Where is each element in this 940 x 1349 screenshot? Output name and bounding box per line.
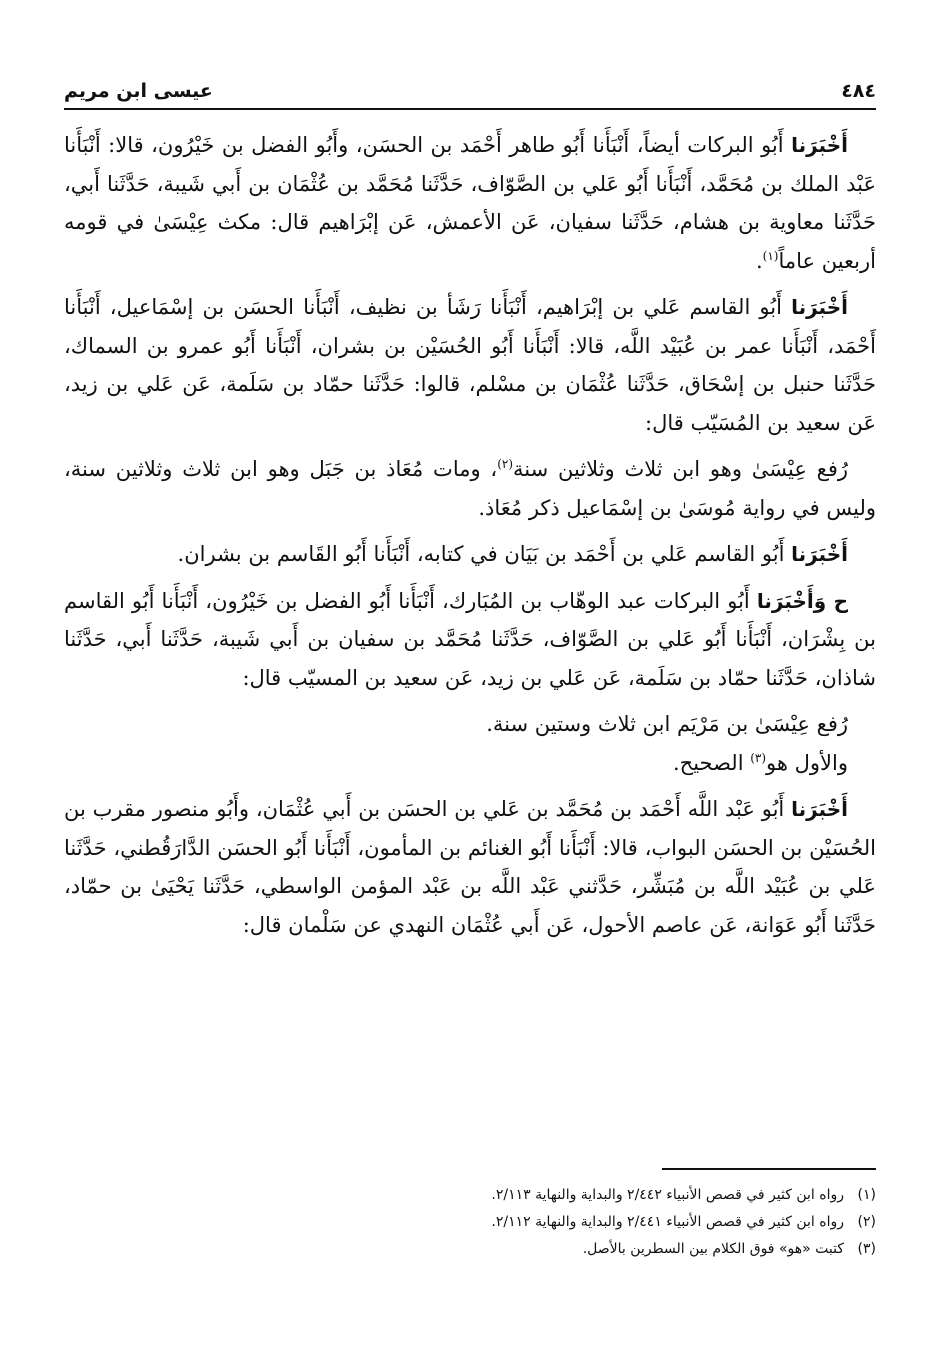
footnote-ref-1: (١)	[762, 248, 779, 263]
hadith-lead-word: ح وَأَخْبَرَنا	[756, 588, 849, 613]
paragraph-8	[64, 790, 876, 944]
footnote-text: كتبت «هو» فوق الكلام بين السطرين بالأصل.	[582, 1241, 844, 1257]
footnote-number: (١)	[857, 1187, 876, 1203]
paragraph-5	[64, 582, 876, 698]
footnotes	[64, 1182, 876, 1263]
hadith-lead-word: أَخْبَرَنا	[791, 797, 848, 821]
paragraph-4	[64, 535, 876, 574]
paragraph-6	[64, 705, 876, 744]
book-page	[64, 80, 876, 952]
paragraph-text: أَبُو عَبْد اللَّه أَحْمَد بن مُحَمَّد بن عَلي بن الحسَن بن أَبي عُثْمَان، وأَبُو منصور مقرب بن الحُسَيْن بن الحسَن البواب، قالا: أَنْبَأَنا أَبُو الغنائم بن المأمون، أَنْبَأَنا أَبُو الحسَن الدَّارَقُطني، حَدَّثَنا عَلي بن عُبَيْد اللَّه بن مُبَشِّر، حَدَّثني عَبْد اللَّه بن عَبْد المؤمن الواسطي، حَدَّثَنا يَحْيَىٰ بن حمّاد، حَدَّثَنا أَبُو عَوَانة، عَن عاصم الأحول، عَن أَبي عُثْمَان النهدي عن سَلْمان قال:	[64, 797, 876, 937]
footnote-1	[64, 1182, 876, 1209]
paragraph-tail: الصحيح.	[672, 750, 751, 775]
footnote-divider	[662, 1168, 876, 1170]
main-text	[64, 126, 876, 944]
footnote-number: (٢)	[857, 1214, 876, 1230]
paragraph-text: أَبُو القاسم عَلي بن إبْرَاهيم، أَنْبَأَنا رَشَأ بن نظيف، أَنْبَأَنا الحسَن بن إسْمَاعيل، أَنْبَأَنا أَحْمَد، أَنْبَأَنا عمر بن عُبَيْد اللَّه، قالا: أَنْبَأَنا أَبُو الحُسَيْن بن بشران، أَنْبَأَنا أَبُو عمرو بن السماك، حَدَّثَنا حنبل بن إسْحَاق، حَدَّثَنا عُثْمَان بن مسْلم، قالوا: حَدَّثَنا حمّاد بن سَلَمة، عَن عَلي بن زيد، عَن سعيد بن المُسَيّب قال:	[64, 295, 876, 435]
paragraph-text: رُفع عِيْسَىٰ بن مَرْيَم ابن ثلاث وستين سنة.	[486, 712, 848, 736]
hadith-lead-word: أَخْبَرَنا	[791, 542, 848, 566]
paragraph-tail: ، ومات مُعَاذ بن جَبَل وهو ابن ثلاث وثلاثين سنة، وليس في رواية مُوسَىٰ بن إسْمَاعيل ذكر مُعَاذ.	[64, 457, 876, 520]
paragraph-1	[64, 126, 876, 280]
page-number: ٤٨٤	[841, 80, 876, 102]
footnote-text: رواه ابن كثير في قصص الأنبياء ٢/٤٤٢ والبداية والنهاية ٢/١١٣.	[491, 1187, 844, 1203]
paragraph-text: رُفع عِيْسَىٰ وهو ابن ثلاث وثلاثين سنة	[513, 457, 849, 481]
paragraph-text: والأول هو	[766, 750, 848, 775]
footnote-ref-3: (٣)	[750, 750, 767, 765]
paragraph-2	[64, 288, 876, 442]
paragraph-tail: .	[755, 248, 763, 273]
paragraph-3	[64, 450, 876, 527]
paragraph-text: أَبُو البركات أيضاً، أَنْبَأَنا أَبُو طاهر أَحْمَد بن الحسَن، وأَبُو الفضل بن خَيْرُون، قالا: أَنْبَأَنا عَبْد الملك بن مُحَمَّد، أَنْبَأَنا أَبُو عَلي بن الصَّوّاف، حَدَّثَنا مُحَمَّد بن عُثْمَان بن أَبي شَيبة، حَدَّثَنا أَبي، حَدَّثَنا معاوية بن هشام، حَدَّثَنا سفيان، عَن الأعمش، عَن إبْرَاهيم قال: مكث عِيْسَىٰ في قومه أربعين عاماً	[64, 133, 876, 273]
paragraph-text: أَبُو القاسم عَلي بن أَحْمَد بن بَيَان في كتابه، أَنْبَأَنا أَبُو القَاسم بن بشران.	[177, 542, 792, 566]
footnote-ref-2: (٢)	[497, 457, 514, 471]
running-header	[64, 80, 876, 110]
paragraph-text: أَبُو البركات عبد الوهّاب بن المُبَارك، أَنْبَأَنا أَبُو الفضل بن خَيْرُون، أَنْبَأَنا أَبُو القاسم بن بِشْرَان، أَنْبَأَنا أَبُو عَلي بن الصَّوّاف، حَدَّثَنا مُحَمَّد بن سفيان بن أَبي شَيبة، حَدَّثَنا أَبي، حَدَّثَنا شاذان، حَدَّثَنا حمّاد بن سَلَمة، عَن عَلي بن زيد، عَن سعيد بن المسيّب قال:	[64, 588, 876, 690]
footnote-3	[64, 1236, 876, 1263]
hadith-lead-word: أَخْبَرَنا	[791, 295, 848, 319]
footnote-2	[64, 1209, 876, 1236]
hadith-lead-word: أَخْبَرَنا	[791, 133, 848, 157]
paragraph-7	[64, 744, 876, 783]
footnote-number: (٣)	[857, 1241, 876, 1257]
chapter-title: عيسى ابن مريم	[64, 80, 213, 102]
footnote-text: رواه ابن كثير في قصص الأنبياء ٢/٤٤١ والبداية والنهاية ٢/١١٢.	[491, 1214, 844, 1230]
